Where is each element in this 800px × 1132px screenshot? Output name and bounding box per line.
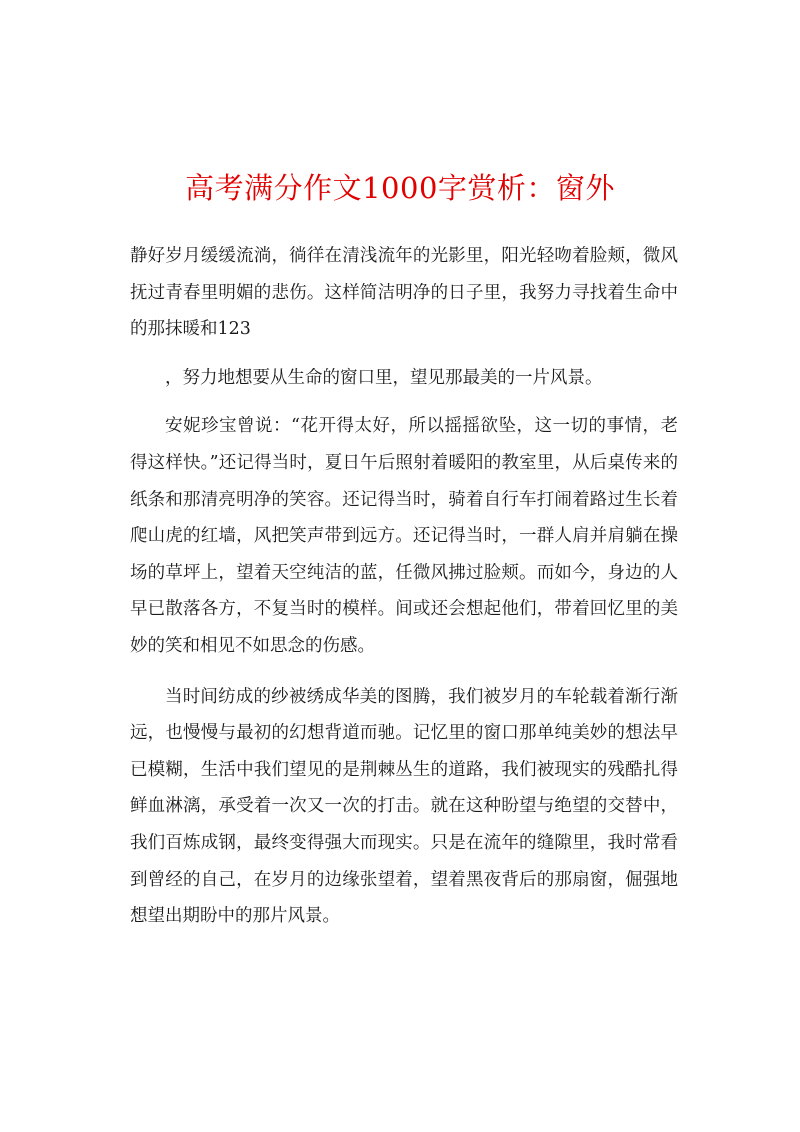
document-body <box>130 238 678 935</box>
paragraph-2: ，努力地想要从生命的窗口里，望见那最美的一片风景。 <box>165 367 603 388</box>
paragraph-4: 当时间纺成的纱被绣成华美的图腾，我们被岁月的车轮载着渐行渐远，也慢慢与最初的幻想背道而驰。记忆里的窗口那单纯美妙的想法早已模糊，生活中我们望见的是荆棘丛生的道路，我们被现实的残酷扎得鲜血淋漓，承受着一次又一次的打击。就在这种盼望与绝望的交替中，我们百炼成钢，最终变得强大而现实。只是在流年的缝隙里，我时常看到曾经的自己，在岁月的边缘张望着，望着黑夜背后的那扇窗，倔强地想望出期盼中的那片风景。 <box>130 686 678 927</box>
document-title: 高考满分作文1000字赏析：窗外 <box>185 171 615 205</box>
paragraph-1: 静好岁月缓缓流淌，徜徉在清浅流年的光影里，阳光轻吻着脸颊，微风抚过青春里明媚的悲伤。这样简洁明净的日子里，我努力寻找着生命中的那抹暖和123 <box>130 246 678 340</box>
paragraph-3: 安妮珍宝曾说：“花开得太好，所以摇摇欲坠，这一切的事情，老得这样快。”还记得当时，夏日午后照射着暖阳的教室里，从后桌传来的纸条和那清亮明净的笑容。还记得当时，骑着自行车打闹着路过生长着爬山虎的红墙，风把笑声带到远方。还记得当时，一群人肩并肩躺在操场的草坪上，望着天空纯洁的蓝，任微风拂过脸颊。而如今，身边的人早已散落各方，不复当时的模样。间或还会想起他们，带着回忆里的美妙的笑和相见不如思念的伤感。 <box>130 416 678 656</box>
